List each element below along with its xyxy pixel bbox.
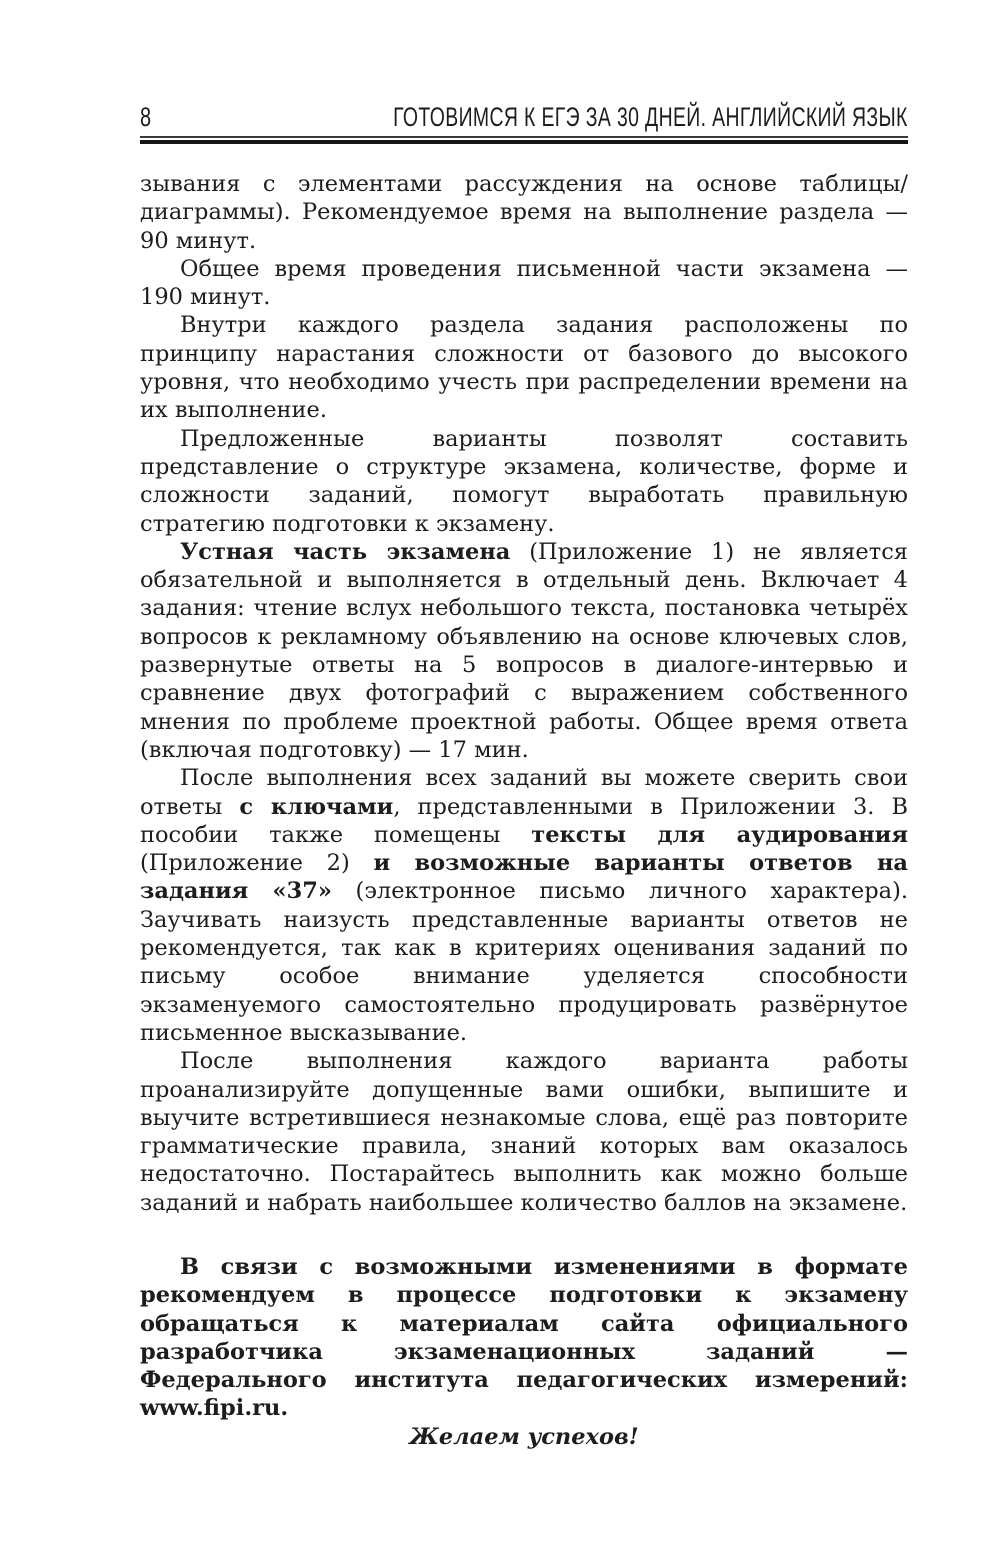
header-rule (140, 136, 908, 144)
text-run: Желаем успехов! (409, 1423, 639, 1450)
text-run: Устная часть экзамена (180, 538, 511, 565)
text-run: , представленными в Приложении 3. В пособии также помещены (140, 793, 909, 848)
running-title: ГОТОВИМСЯ К ЕГЭ ЗА 30 ДНЕЙ. АНГЛИЙСКИЙ ЯЗЫК (393, 102, 908, 132)
paragraph (140, 255, 908, 312)
paragraph (140, 538, 908, 764)
text-run: Общее время проведения письменной части экзамена — 190 минут. (140, 255, 908, 311)
paragraph (140, 1253, 908, 1423)
text-run: После выполнения каждого варианта работы проанализируйте допущенные вами ошибки, выпишите и выучите встретившиеся незнакомые слова, ещё раз повторите грамматические правила, знаний которых вам оказалось недостаточно. Постарайтесь выполнить как можно больше заданий и набрать наибольшее количество баллов на экзамене. (140, 1048, 908, 1216)
paragraph (140, 764, 908, 1047)
page-header (140, 101, 908, 133)
paragraph (140, 1423, 908, 1451)
text-run: Внутри каждого раздела задания расположены по принципу нарастания сложности от базового до высокого уровня, что необходимо учесть при распределении времени на их выполнение. (140, 312, 908, 424)
page-body (140, 170, 908, 1451)
text-run: В связи с возможными изменениями в формате рекомендуем в процессе подготовки к экзамену обращаться к материалам сайта официального разработчика экзаменационных заданий — Федерального института педагогических измерений: www.fipi.ru. (140, 1253, 908, 1422)
page-number: 8 (140, 102, 152, 132)
text-run: (Приложение 1) не является обязательной и выполняется в отдельный день. Включает 4 задания: чтение вслух небольшого текста, постановка четырёх вопросов к рекламному объявлению на основе ключевых слов, развернутые ответы на 5 вопросов в диалоге-интервью и сравнение двух фотографий с выражением собственного мнения по проблеме проектной работы. Общее время ответа (включая подготовку) — 17 мин. (140, 538, 908, 763)
text-run: (Приложение 2) (140, 850, 374, 877)
text-run: (электронное письмо личного характера). Заучивать наизусть представленные варианты ответов не рекомендуется, так как в критериях оценивания заданий по письму особое внимание уделяется способности экзаменуемого самостоятельно продуцировать развёрнутое письменное высказывание. (140, 878, 908, 1046)
paragraph (140, 311, 908, 424)
text-run: зывания с элементами рассуждения на основе таблицы/диаграммы). Рекомендуемое время на выполнение раздела — 90 минут. (140, 171, 908, 254)
text-run: с ключами (239, 793, 394, 820)
paragraph (140, 425, 908, 538)
text-run: и возможные варианты ответов на задания «37» (140, 850, 909, 905)
text-run: тексты для аудирования (531, 821, 908, 848)
text-run: Предложенные варианты позволят составить представление о структуре экзамена, количестве, форме и сложности заданий, помогут выработать правильную стратегию подготовки к экзамену. (140, 425, 908, 537)
paragraph (140, 1047, 908, 1217)
text-run: После выполнения всех заданий вы можете сверить свои ответы (140, 765, 908, 820)
header-rule-thick-line (140, 140, 908, 144)
paragraph (140, 170, 908, 255)
